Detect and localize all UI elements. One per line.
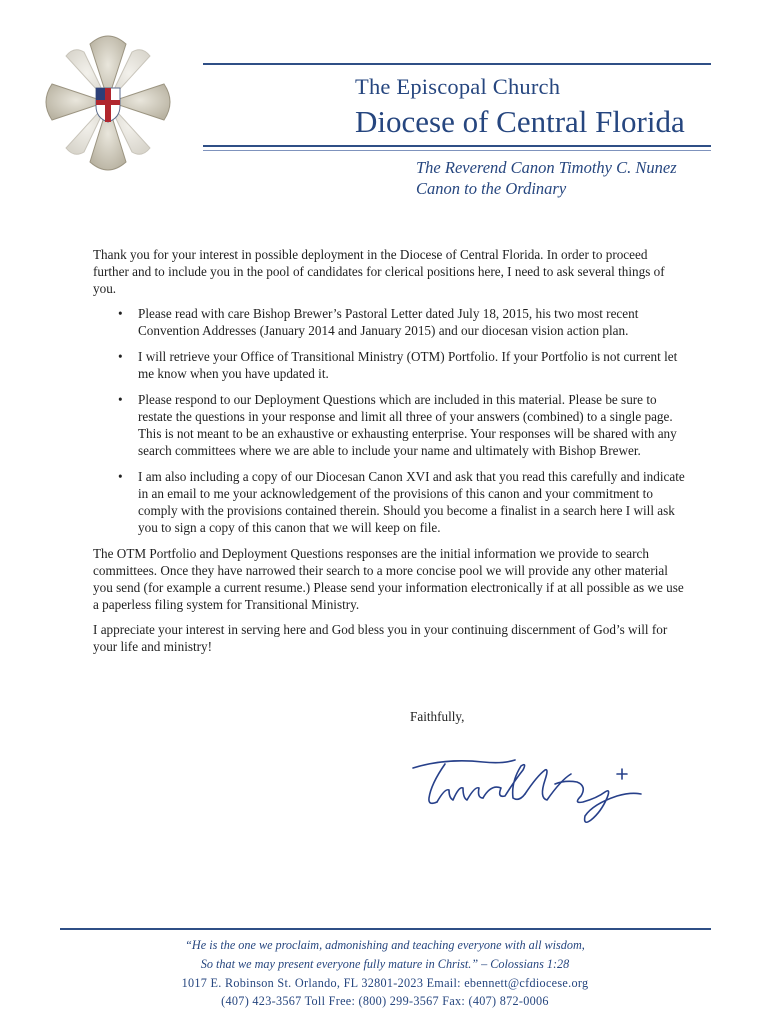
closing-paragraph: I appreciate your interest in serving here and God bless you in your continuing discernment of God’s will for your life and ministry! bbox=[93, 622, 668, 654]
diocese-name: Diocese of Central Florida bbox=[355, 104, 685, 139]
list-item-text: I am also including a copy of our Diocesan Canon XVI and ask that you read this carefully and indicate in an email to me your acknowledgement of the provisions of this canon and your commitment to comply with the provisions contained therein. Should you become a finalist in a search here I will ask you to sign a copy of this canon that we will keep on file. bbox=[138, 469, 685, 535]
footer-quote-line-2: So that we may present everyone fully mature in Christ.” – Colossians 1:28 bbox=[200, 957, 570, 971]
diocesan-cross-seal-icon bbox=[38, 22, 178, 182]
header-rule-top bbox=[203, 63, 711, 65]
list-item-text: Please respond to our Deployment Questions which are included in this material. Please be sure to restate the questions in your response and limit all three of your answers (combined) to a single page. This is not meant to be an exhaustive or exhausting enterprise. Your responses will be shared with any search committees where we are able to include your name and ultimately with Bishop Brewer. bbox=[138, 392, 677, 458]
footer-quote-line-1: “He is the one we proclaim, admonishing and teaching everyone with all wisdom, bbox=[185, 938, 585, 952]
signer-name: The Reverend Canon Timothy C. Nunez bbox=[416, 158, 677, 177]
list-item bbox=[118, 348, 685, 382]
letter-body bbox=[93, 246, 685, 663]
bullet-icon: • bbox=[118, 469, 123, 484]
footer-address: 1017 E. Robinson St. Orlando, FL 32801-2023 Email: ebennett@cfdiocese.org bbox=[181, 976, 589, 990]
list-item bbox=[118, 305, 685, 339]
portfolio-paragraph: The OTM Portfolio and Deployment Questions responses are the initial information we provide to search committees. Once they have narrowed their search to a more concise pool we will provide any other material you send (for example a current resume.) Please send your information electronically if at all possible as we use a paperless filing system for Transitional Ministry. bbox=[93, 546, 684, 612]
list-item bbox=[118, 468, 685, 536]
closing-salutation: Faithfully, bbox=[410, 709, 465, 724]
organization-name: The Episcopal Church bbox=[355, 74, 561, 99]
request-list bbox=[93, 305, 685, 536]
bullet-icon: • bbox=[118, 349, 123, 364]
footer-rule bbox=[60, 928, 711, 930]
bullet-icon: • bbox=[118, 306, 123, 321]
intro-paragraph: Thank you for your interest in possible deployment in the Diocese of Central Florida. In order to proceed further and to include you in the pool of candidates for clerical positions here, I need to ask several things of you. bbox=[93, 247, 665, 296]
list-item-text: I will retrieve your Office of Transitional Ministry (OTM) Portfolio. If your Portfolio is not current let me know when you have updated it. bbox=[138, 349, 678, 381]
list-item bbox=[118, 391, 685, 459]
bullet-icon: • bbox=[118, 392, 123, 407]
footer-phone: (407) 423-3567 Toll Free: (800) 299-3567 Fax: (407) 872-0006 bbox=[221, 994, 549, 1008]
list-item-text: Please read with care Bishop Brewer’s Pastoral Letter dated July 18, 2015, his two most recent Convention Addresses (January 2014 and January 2015) and our diocesan vision action plan. bbox=[138, 306, 639, 338]
header-rule-bottom-thin bbox=[203, 150, 711, 151]
signer-title: Canon to the Ordinary bbox=[416, 179, 567, 198]
handwritten-signature bbox=[405, 740, 655, 830]
header-rule-bottom bbox=[203, 145, 711, 147]
